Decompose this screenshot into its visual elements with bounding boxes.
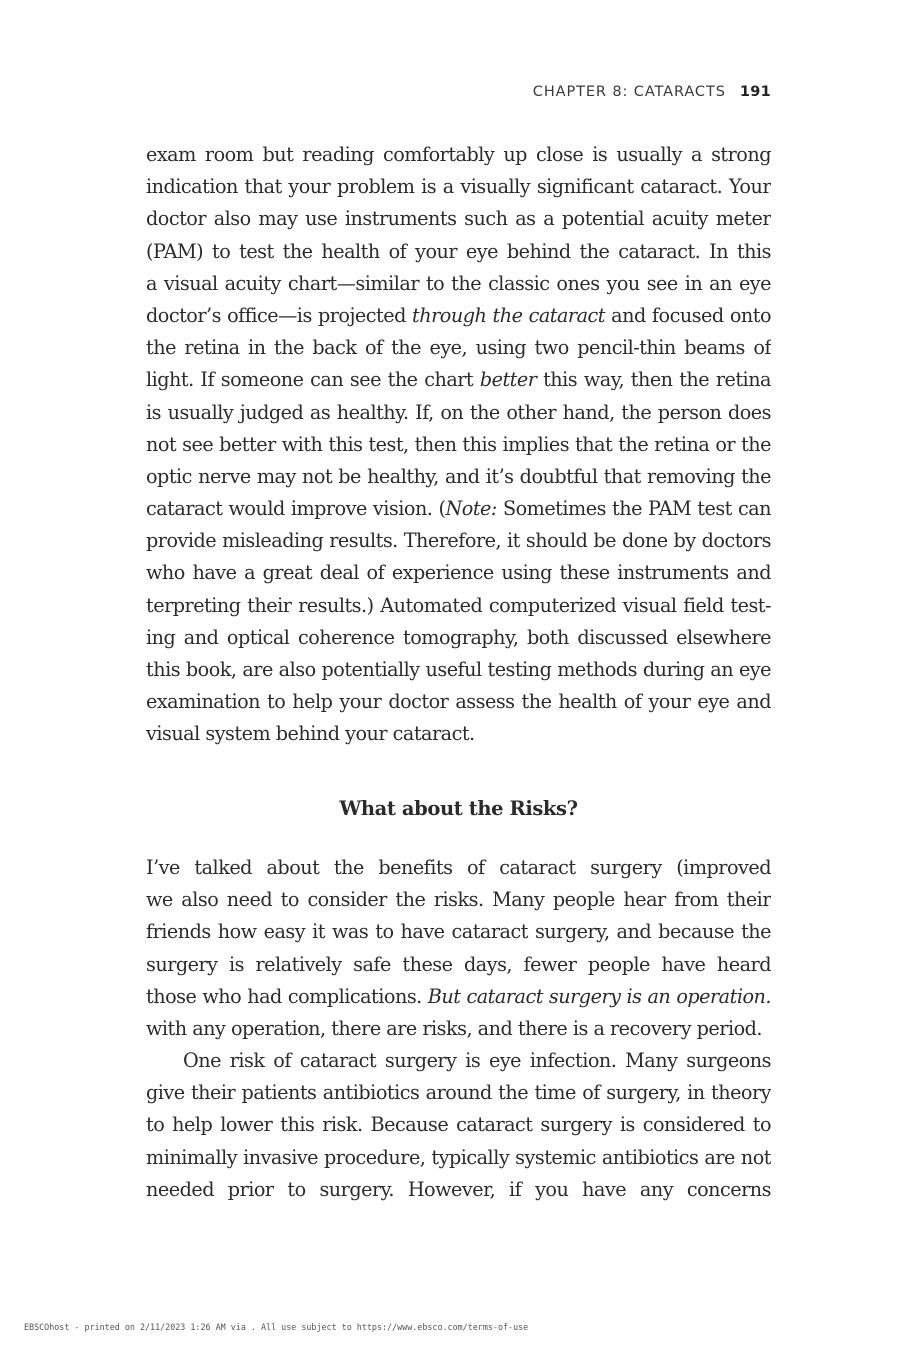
text-line [146, 884, 771, 916]
text-run: doctor’s office—is projected [146, 303, 413, 327]
emphasized-text: But cataract surgery is an operation. [427, 984, 771, 1008]
paragraph-pam-test [146, 139, 771, 751]
text-line [146, 364, 771, 396]
text-run: doctor also may use instruments such as a potential acuity meter [146, 207, 771, 231]
text-run: cataract would improve vision. ( [146, 497, 446, 521]
text-line [146, 1142, 771, 1174]
text-run: this way, then the retina [536, 368, 771, 392]
text-run: I’ve talked about the benefits of cataract surgery (improved [146, 856, 771, 879]
text-line [146, 654, 771, 686]
text-line [146, 622, 771, 654]
section-heading: What about the Risks? [339, 797, 578, 820]
text-run: to help lower this risk. Because cataract surgery is considered to [146, 1113, 771, 1137]
text-run: those who had complications. [146, 984, 428, 1008]
text-run: is usually judged as healthy. If, on the other hand, the person does [146, 400, 771, 424]
text-run: with any operation, there are risks, and there is a recovery period. [146, 1016, 763, 1040]
text-line [146, 203, 771, 235]
text-run: (PAM) to test the health of your eye behind the cataract. In this [146, 239, 771, 263]
text-line [146, 949, 771, 981]
text-line [146, 1077, 771, 1109]
text-run: light. If someone can see the chart [146, 368, 480, 392]
text-run: visual system behind your cataract. [146, 722, 475, 746]
text-run: not see better with this test, then this implies that the retina or the [146, 432, 771, 456]
text-line [146, 461, 771, 493]
text-run: minimally invasive procedure, typically systemic antibiotics are not [146, 1145, 771, 1169]
text-run: a visual acuity chart—similar to the classic ones you see in an eye [146, 271, 771, 295]
text-line [146, 1174, 771, 1206]
text-run: the retina in the back of the eye, using two pencil-thin beams of [146, 336, 771, 360]
text-line [146, 852, 771, 884]
text-run: who have a great deal of experience using these instruments and [146, 561, 771, 585]
text-run: we also need to consider the risks. Many people hear from their [146, 888, 771, 912]
text-line [146, 1045, 771, 1077]
text-line [146, 525, 771, 557]
text-run: give their patients antibiotics around the time of surgery, in theory [146, 1081, 771, 1105]
text-run: examination to help your doctor assess the health of your eye and [146, 690, 771, 714]
emphasized-text: better [479, 368, 537, 392]
text-line [146, 1013, 771, 1045]
emphasized-text: Note: [445, 497, 497, 521]
text-line [146, 332, 771, 364]
text-line [146, 268, 771, 300]
text-run: exam room but reading comfortably up close is usually a strong [146, 143, 771, 166]
text-run: ing and optical coherence tomography, both discussed elsewhere [146, 625, 771, 649]
text-line [146, 171, 771, 203]
paragraph-infection-risk [146, 1045, 771, 1206]
text-line [146, 590, 771, 622]
text-run: Sometimes the PAM test can [496, 497, 771, 521]
text-line [146, 981, 771, 1013]
text-run: surgery is relatively safe these days, fewer people have heard [146, 952, 771, 976]
text-run: terpreting their results.) Automated computerized visual field test- [146, 593, 771, 617]
text-line [146, 300, 771, 332]
text-line [146, 1109, 771, 1141]
paragraph-risks-intro [146, 852, 771, 1045]
text-line [146, 718, 771, 750]
text-run: needed prior to surgery. However, if you have any concerns [146, 1177, 771, 1201]
text-line [146, 429, 771, 461]
text-line [146, 686, 771, 718]
chapter-title: CHAPTER 8: CATARACTS [532, 84, 726, 100]
text-run: indication that your problem is a visually significant cataract. Your [146, 175, 771, 199]
text-line [146, 397, 771, 429]
emphasized-text: through the cataract [412, 303, 605, 327]
text-run: friends how easy it was to have cataract surgery, and because the [146, 920, 771, 944]
text-run: optic nerve may not be healthy, and it’s doubtful that removing the [146, 464, 771, 488]
text-line [146, 916, 771, 948]
running-head [533, 84, 771, 100]
print-footer: EBSCOhost - printed on 2/11/2023 1:26 AM via . All use subject to https://www.ebsco.com/terms-of-use [24, 1322, 529, 1332]
text-run: provide misleading results. Therefore, it should be done by doctors [146, 529, 771, 553]
text-run: One risk of cataract surgery is eye infection. Many surgeons [183, 1049, 771, 1072]
page-number: 191 [739, 84, 771, 100]
text-run: and focused onto [605, 303, 771, 327]
text-line [146, 493, 771, 525]
text-run: this book, are also potentially useful testing methods during an eye [146, 658, 771, 681]
text-line [146, 557, 771, 589]
text-line [146, 139, 771, 171]
text-line [146, 236, 771, 268]
